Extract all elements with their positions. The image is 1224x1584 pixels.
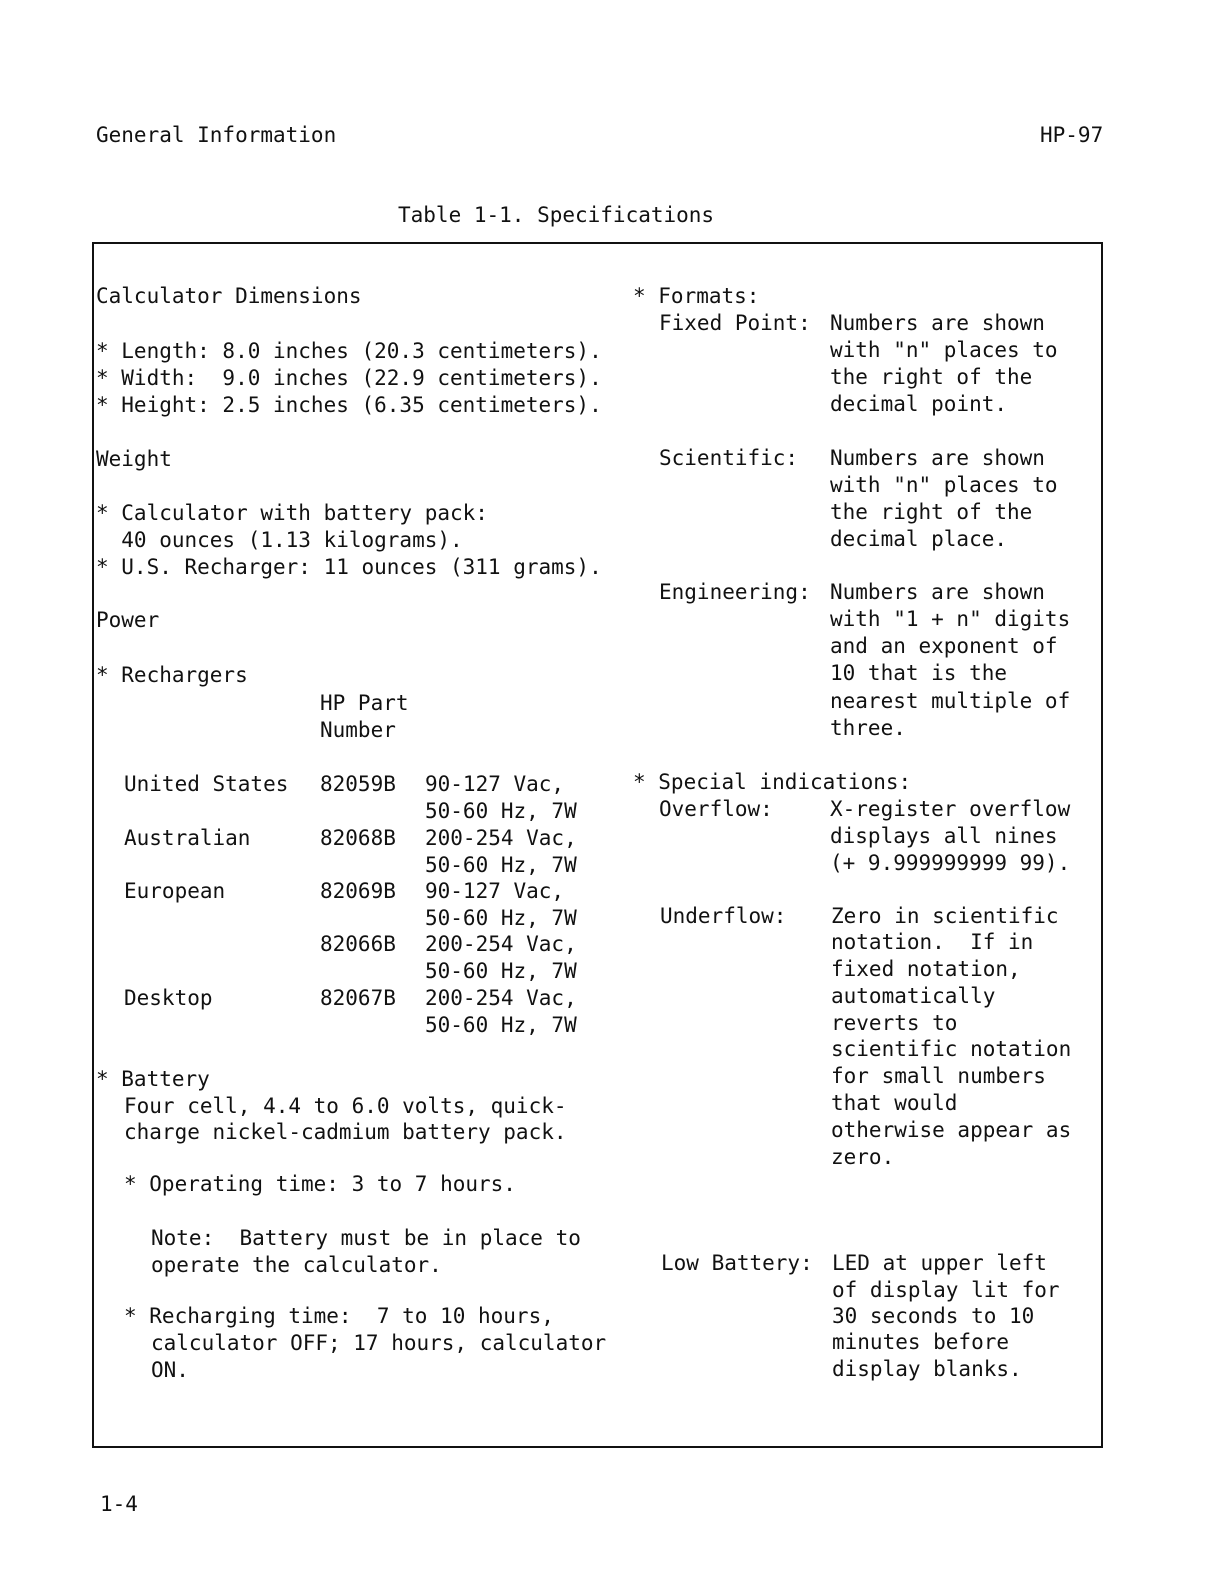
recharging-time: calculator OFF; 17 hours, calculator	[151, 1331, 607, 1355]
indication-description: notation. If in	[831, 930, 1034, 954]
recharger-spec: 200-254 Vac,	[425, 986, 577, 1010]
dimensions-heading: Calculator Dimensions	[96, 284, 362, 308]
recharger-spec: 50-60 Hz, 7W	[425, 1013, 577, 1037]
recharger-part: 82069B	[320, 879, 396, 903]
format-description: with "n" places to	[830, 338, 1058, 362]
recharger-part: 82068B	[320, 826, 396, 850]
dimension-width: * Width: 9.0 inches (22.9 centimeters).	[96, 366, 602, 390]
format-description: three.	[830, 716, 906, 740]
recharger-part: 82066B	[320, 932, 396, 956]
battery-description: Four cell, 4.4 to 6.0 volts, quick-	[124, 1094, 567, 1118]
indication-description: that would	[831, 1091, 958, 1115]
recharging-time: * Recharging time: 7 to 10 hours,	[124, 1304, 554, 1328]
special-indications-heading: * Special indications:	[633, 770, 912, 794]
format-description: nearest multiple of	[830, 689, 1071, 713]
indication-description: displays all nines	[830, 824, 1058, 848]
recharger-spec: 50-60 Hz, 7W	[425, 959, 577, 983]
recharger-spec: 50-60 Hz, 7W	[425, 906, 577, 930]
page-number: 1-4	[100, 1492, 138, 1516]
dimension-height: * Height: 2.5 inches (6.35 centimeters).	[96, 393, 602, 417]
indication-description: otherwise appear as	[831, 1118, 1072, 1142]
indication-label: Underflow:	[660, 904, 787, 928]
format-description: Numbers are shown	[830, 446, 1045, 470]
indication-description: of display lit for	[832, 1278, 1060, 1302]
formats-heading: * Formats:	[633, 284, 760, 308]
indication-description: for small numbers	[831, 1064, 1046, 1088]
format-description: decimal place.	[830, 527, 1008, 551]
format-description: Numbers are shown	[830, 311, 1045, 335]
format-description: Numbers are shown	[830, 580, 1045, 604]
format-description: with "1 + n" digits	[830, 607, 1071, 631]
indication-description: X-register overflow	[830, 797, 1071, 821]
recharger-spec: 90-127 Vac,	[425, 772, 565, 796]
weight-item: 40 ounces (1.13 kilograms).	[96, 528, 463, 552]
dimension-length: * Length: 8.0 inches (20.3 centimeters).	[96, 339, 602, 363]
recharger-spec: 200-254 Vac,	[425, 932, 577, 956]
battery-heading: * Battery	[96, 1067, 210, 1091]
weight-item: * U.S. Recharger: 11 ounces (311 grams).	[96, 555, 602, 579]
recharger-spec: 90-127 Vac,	[425, 879, 565, 903]
table-title: Table 1-1. Specifications	[398, 203, 715, 227]
running-header-section: General Information	[96, 123, 337, 147]
recharger-part: 82067B	[320, 986, 396, 1010]
rechargers-label: * Rechargers	[96, 663, 248, 687]
indication-description: scientific notation	[831, 1037, 1072, 1061]
format-description: and an exponent of	[830, 634, 1058, 658]
indication-description: fixed notation,	[831, 957, 1021, 981]
indication-label: Low Battery:	[661, 1251, 813, 1275]
battery-note: Note: Battery must be in place to	[151, 1226, 581, 1250]
format-description: decimal point.	[830, 392, 1008, 416]
recharger-region: United States	[124, 772, 289, 796]
indication-description: zero.	[831, 1145, 895, 1169]
format-description: the right of the	[830, 365, 1033, 389]
weight-heading: Weight	[96, 447, 172, 471]
weight-item: * Calculator with battery pack:	[96, 501, 488, 525]
recharger-spec: 50-60 Hz, 7W	[425, 853, 577, 877]
indication-description: automatically	[831, 984, 996, 1008]
format-description: the right of the	[830, 500, 1033, 524]
indication-description: (+ 9.999999999 99).	[830, 851, 1071, 875]
indication-description: reverts to	[831, 1011, 958, 1035]
battery-description: charge nickel-cadmium battery pack.	[124, 1120, 567, 1144]
part-number-header: HP Part	[320, 691, 409, 715]
battery-note: operate the calculator.	[151, 1253, 442, 1277]
indication-description: Zero in scientific	[831, 904, 1059, 928]
format-label: Scientific:	[659, 446, 799, 470]
format-label: Fixed Point:	[659, 311, 811, 335]
part-number-header: Number	[320, 718, 396, 742]
power-heading: Power	[96, 608, 160, 632]
operating-time: * Operating time: 3 to 7 hours.	[124, 1172, 516, 1196]
recharger-region: Desktop	[124, 986, 213, 1010]
recharger-region: Australian	[124, 826, 251, 850]
indication-description: 30 seconds to 10	[832, 1304, 1035, 1328]
indication-label: Overflow:	[659, 797, 773, 821]
running-header-model: HP-97	[1040, 123, 1104, 147]
recharging-time: ON.	[151, 1358, 189, 1382]
recharger-spec: 200-254 Vac,	[425, 826, 577, 850]
indication-description: minutes before	[832, 1330, 1010, 1354]
recharger-spec: 50-60 Hz, 7W	[425, 799, 577, 823]
indication-description: LED at upper left	[832, 1251, 1047, 1275]
format-description: with "n" places to	[830, 473, 1058, 497]
indication-description: display blanks.	[832, 1357, 1022, 1381]
format-description: 10 that is the	[830, 661, 1008, 685]
recharger-region: European	[124, 879, 226, 903]
format-label: Engineering:	[659, 580, 811, 604]
recharger-part: 82059B	[320, 772, 396, 796]
